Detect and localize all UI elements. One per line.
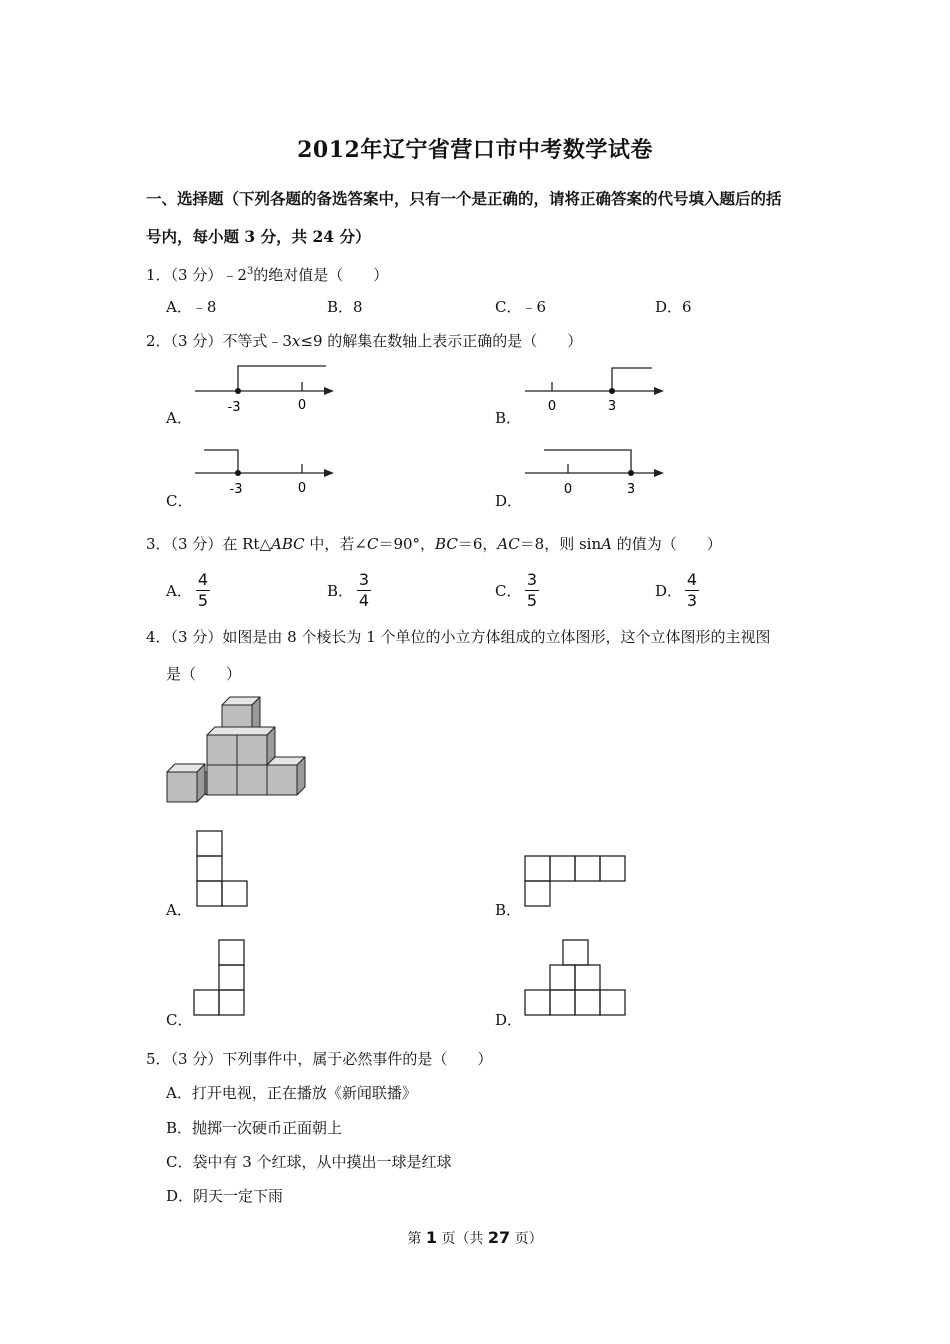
fraction-b <box>357 571 371 610</box>
number-line-d <box>520 442 670 502</box>
page-title: 2012年辽宁省营口市中考数学试卷 <box>297 137 653 163</box>
question-3-option-b[interactable]: B． <box>327 582 354 600</box>
q3-var: C <box>366 535 379 553</box>
total-pages: 27 <box>487 1228 511 1247</box>
fraction-numerator: 4 <box>686 570 698 589</box>
fraction-denominator: 4 <box>358 591 370 610</box>
page-footer <box>0 1228 950 1248</box>
footer-text: 页） <box>510 1231 543 1247</box>
tick-label: -3 <box>227 400 241 415</box>
question-4-stem-line2: 是（ ） <box>166 665 242 683</box>
section-heading-line2: 号内，每小题 3 分，共 24 分） <box>146 227 371 246</box>
q3-var: ABC <box>270 535 305 553</box>
view-option-a <box>196 830 250 910</box>
q3-text: ＝90°， <box>378 535 436 553</box>
number-line-a <box>190 360 340 420</box>
question-1-stem <box>146 262 388 285</box>
fraction-numerator: 4 <box>197 570 209 589</box>
fraction-numerator: 3 <box>526 570 538 589</box>
question-3-option-a[interactable]: A． <box>166 582 192 600</box>
question-1-option-b[interactable]: B．8 <box>327 298 363 316</box>
q3-text: ＝8，则 sin <box>519 535 602 553</box>
question-1-suffix: 的绝对值是（ ） <box>253 266 389 284</box>
number-line-c <box>190 442 340 502</box>
question-3-stem <box>146 534 722 554</box>
question-1-exponent: 3 <box>246 266 254 277</box>
question-4-stem-line1: 4．（3 分）如图是由 8 个棱长为 1 个单位的小立方体组成的立体图形，这个立体图形的主视图 <box>146 628 771 646</box>
view-option-d <box>524 939 628 1019</box>
footer-text: 页（共 <box>436 1231 488 1247</box>
tick-label: 3 <box>626 482 636 497</box>
question-2-stem <box>146 331 582 351</box>
q3-var: A <box>601 535 612 553</box>
question-3-option-c[interactable]: C． <box>495 582 522 600</box>
section-heading-line1: 一、选择题（下列各题的备选答案中，只有一个是正确的，请将正确答案的代号填入题后的括 <box>146 189 782 208</box>
question-1-option-a[interactable]: A．﹣8 <box>166 298 217 316</box>
question-2-option-b[interactable]: B． <box>495 409 522 427</box>
q3-text: 中，若∠ <box>304 535 367 553</box>
question-5-option-b[interactable]: B．抛掷一次硬币正面朝上 <box>166 1119 343 1137</box>
fraction-a <box>196 571 210 610</box>
question-3-option-d[interactable]: D． <box>655 582 683 600</box>
fraction-c <box>525 571 539 610</box>
tick-label: -3 <box>229 482 243 497</box>
q3-text: 的值为（ ） <box>611 535 722 553</box>
fraction-denominator: 3 <box>686 591 698 610</box>
tick-label: 0 <box>547 399 557 414</box>
fraction-denominator: 5 <box>197 591 209 610</box>
q3-var: AC <box>497 535 520 553</box>
number-line-b <box>520 360 670 420</box>
tick-label: 3 <box>607 399 617 414</box>
question-1-option-c[interactable]: C．﹣6 <box>495 298 547 316</box>
tick-label: 0 <box>297 481 307 496</box>
question-2-option-d[interactable]: D． <box>495 492 523 510</box>
question-1-prefix: 1．（3 分）﹣2 <box>146 266 247 284</box>
page-number: 1 <box>425 1228 437 1247</box>
question-5-option-a[interactable]: A．打开电视，正在播放《新闻联播》 <box>166 1084 417 1102</box>
view-option-c <box>193 939 247 1019</box>
fraction-d <box>685 571 699 610</box>
view-option-b <box>524 855 628 909</box>
question-4-option-b[interactable]: B． <box>495 901 522 919</box>
question-2-pre: 2．（3 分）不等式﹣3 <box>146 332 292 350</box>
question-2-option-c[interactable]: C． <box>166 492 193 510</box>
q3-text: ＝6， <box>457 535 498 553</box>
question-4-option-d[interactable]: D． <box>495 1011 523 1029</box>
tick-label: 0 <box>563 482 573 497</box>
question-2-variable: x <box>291 332 301 350</box>
question-5-stem: 5．（3 分）下列事件中，属于必然事件的是（ ） <box>146 1050 493 1068</box>
q3-text: 3．（3 分）在 Rt△ <box>146 535 271 553</box>
question-2-option-a[interactable]: A． <box>166 409 192 427</box>
tick-label: 0 <box>297 398 307 413</box>
question-5-option-d[interactable]: D．阴天一定下雨 <box>166 1187 284 1205</box>
q3-var: BC <box>435 535 458 553</box>
footer-text: 第 <box>407 1231 426 1247</box>
fraction-numerator: 3 <box>358 570 370 589</box>
question-4-option-a[interactable]: A． <box>166 901 192 919</box>
question-4-option-c[interactable]: C． <box>166 1011 193 1029</box>
question-1-option-d[interactable]: D．6 <box>655 298 692 316</box>
question-5-option-c[interactable]: C．袋中有 3 个红球，从中摸出一球是红球 <box>166 1153 452 1171</box>
cube-stack-figure <box>165 697 310 807</box>
question-2-post: ≤9 的解集在数轴上表示正确的是（ ） <box>300 332 583 350</box>
fraction-denominator: 5 <box>526 591 538 610</box>
